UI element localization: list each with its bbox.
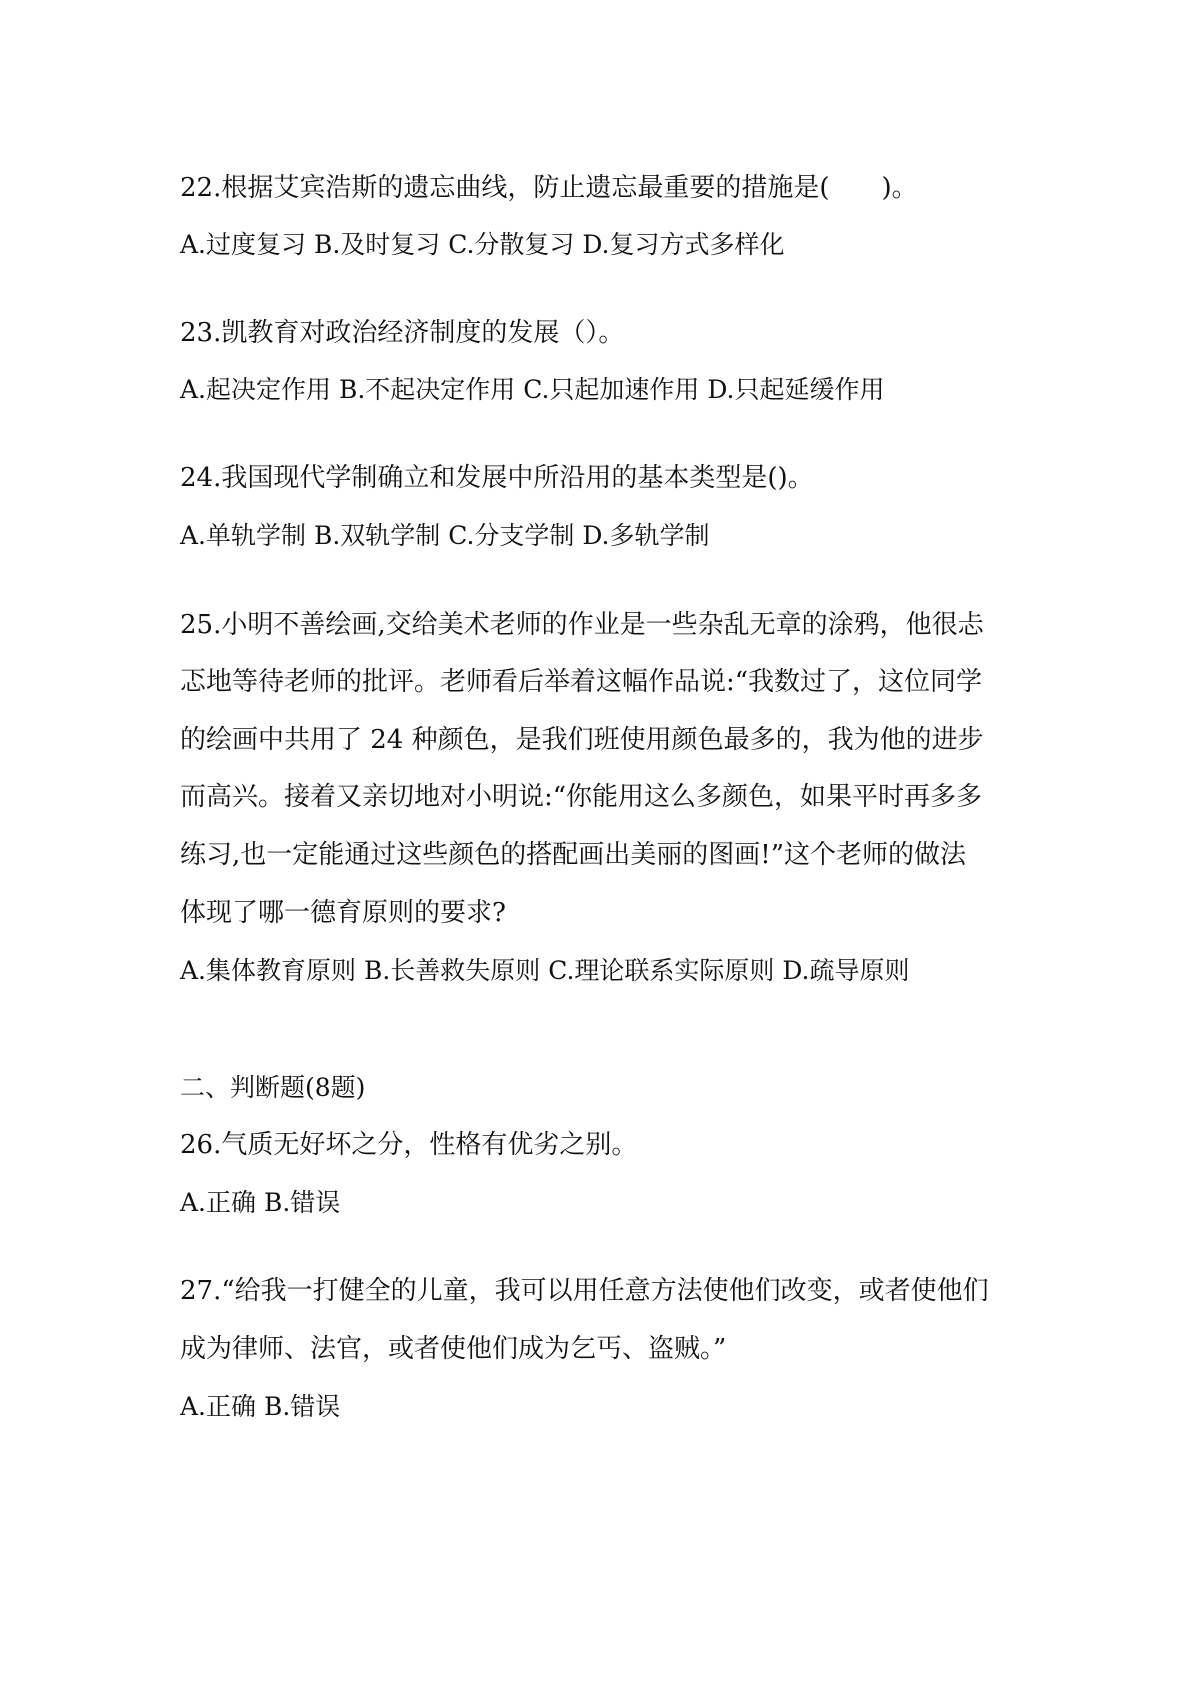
question-26-text: 26.气质无好坏之分，性格有优劣之别。 <box>180 1130 638 1160</box>
question-25-line-5: 练习,也一定能通过这些颜色的搭配画出美丽的图画!”这个老师的做法 <box>180 840 967 870</box>
question-27-line-1: 27.“给我一打健全的儿童，我可以用任意方法使他们改变，或者使他们 <box>180 1276 989 1306</box>
question-22-text: 22.根据艾宾浩斯的遗忘曲线，防止遗忘最重要的措施是( )。 <box>180 173 918 203</box>
question-25-line-1: 25.小明不善绘画,交给美术老师的作业是一些杂乱无章的涂鸦，他很忐 <box>180 610 984 640</box>
question-25-options: A.集体教育原则 B.长善救失原则 C.理论联系实际原则 D.疏导原则 <box>180 956 910 985</box>
question-24-text: 24.我国现代学制确立和发展中所沿用的基本类型是()。 <box>180 463 814 493</box>
section-heading: 二、判断题(8题) <box>180 1073 366 1102</box>
question-25-line-6: 体现了哪一德育原则的要求? <box>180 898 506 928</box>
question-23-options: A.起决定作用 B.不起决定作用 C.只起加速作用 D.只起延缓作用 <box>180 375 885 404</box>
question-25-line-2: 忑地等待老师的批评。老师看后举着这幅作品说:“我数过了，这位同学 <box>180 667 983 697</box>
question-27-options: A.正确 B.错误 <box>180 1392 341 1421</box>
question-27-line-2: 成为律师、法官，或者使他们成为乞丐、盗贼。” <box>180 1334 727 1364</box>
question-25-line-4: 而高兴。接着又亲切地对小明说:“你能用这么多颜色，如果平时再多多 <box>180 782 983 812</box>
question-26-options: A.正确 B.错误 <box>180 1188 341 1217</box>
question-24-options: A.单轨学制 B.双轨学制 C.分支学制 D.多轨学制 <box>180 521 710 550</box>
question-22-options: A.过度复习 B.及时复习 C.分散复习 D.复习方式多样化 <box>180 230 785 259</box>
question-25-line-3: 的绘画中共用了 24 种颜色，是我们班使用颜色最多的，我为他的进步 <box>180 725 984 755</box>
question-23-text: 23.凯教育对政治经济制度的发展（）。 <box>180 318 625 348</box>
